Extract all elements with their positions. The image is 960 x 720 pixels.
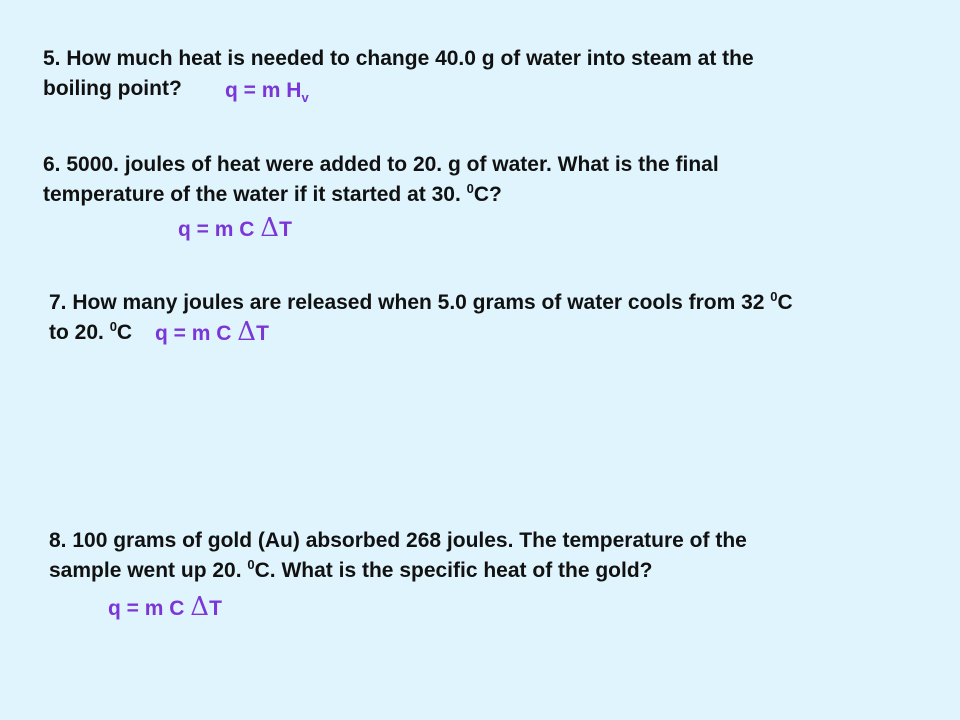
- question-6: [43, 150, 719, 210]
- question-8: [49, 526, 747, 586]
- question-5: [43, 44, 754, 104]
- formula-latent-heat-lhs: q = m H: [225, 79, 302, 102]
- formula-specific-heat-7: q = m C ΔT: [155, 317, 269, 347]
- delta-icon: Δ: [260, 213, 280, 243]
- question-6-line-1: 6. 5000. joules of heat were added to 20. g of water. What is the final: [43, 153, 719, 176]
- formula-latent-heat-subscript: v: [301, 90, 309, 106]
- question-8-line-1: 8. 100 grams of gold (Au) absorbed 268 joules. The temperature of the: [49, 529, 747, 552]
- delta-icon: Δ: [190, 592, 210, 622]
- formula-specific-heat-6: q = m C ΔT: [178, 213, 292, 243]
- question-5-line-1: 5. How much heat is needed to change 40.0 g of water into steam at the: [43, 47, 754, 70]
- formula-specific-heat-8: q = m C ΔT: [108, 592, 222, 622]
- question-6-line-2: temperature of the water if it started at 30. $^0$C?: [43, 181, 502, 206]
- question-7-line-2: to 20. $^0$C: [49, 319, 133, 344]
- formula-latent-heat: [225, 79, 309, 106]
- degree-superscript: 0: [770, 289, 778, 304]
- degree-superscript: 0: [109, 319, 117, 334]
- question-8-line-2: sample went up 20. $^0$C. What is the specific heat of the gold?: [49, 557, 653, 582]
- delta-icon: Δ: [237, 317, 257, 347]
- question-7-line-1: 7. How many joules are released when 5.0 grams of water cools from 32 $^0$C: [49, 289, 793, 314]
- degree-superscript: 0: [466, 181, 474, 196]
- question-5-line-2: boiling point?: [43, 77, 182, 100]
- degree-superscript: 0: [247, 557, 255, 572]
